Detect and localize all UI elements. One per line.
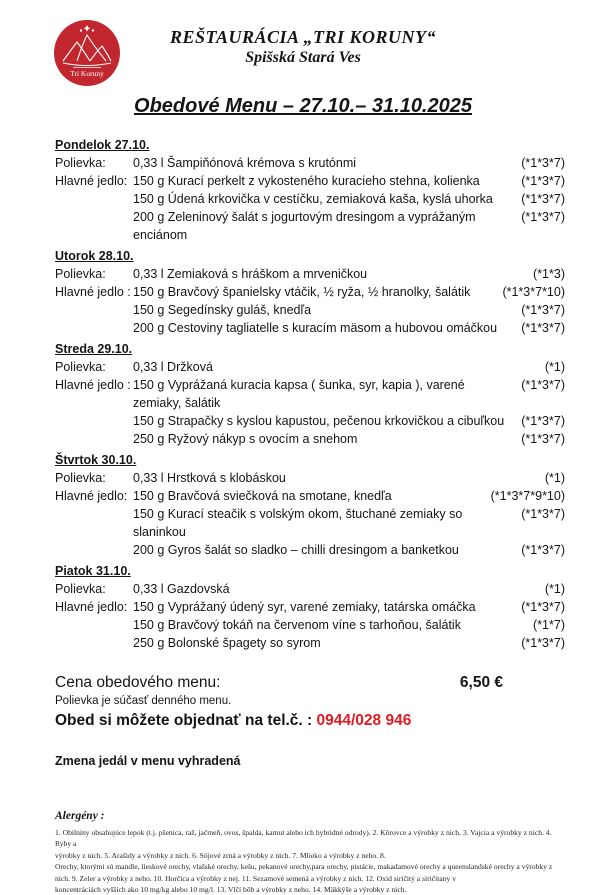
course-label: [55, 430, 133, 448]
soup-note: Polievka je súčasť denného menu.: [55, 695, 232, 707]
pricing-section: [55, 672, 565, 768]
course-label: Polievka:: [55, 267, 106, 281]
allergen-codes: (*1*3*7): [521, 156, 565, 170]
menu-row: [55, 598, 565, 616]
dish-text: 0,33 l Zemiaková s hráškom a mrveničkou: [133, 267, 368, 281]
course-label: [55, 505, 133, 541]
menu-row: [55, 154, 565, 172]
allergen-codes: (*1*3*7): [521, 600, 565, 614]
dish-text: 150 g Kurací perkelt z vykosteného kuracieho stehna, kolienka: [133, 174, 480, 188]
menu-row: [55, 634, 565, 652]
allergen-codes: (*1): [544, 360, 565, 374]
dish-text: 150 g Vyprážaný údený syr, varené zemiaky, tatárska omáčka: [133, 600, 476, 614]
menu-row: [55, 283, 565, 301]
day-heading: Streda 29.10.: [55, 342, 133, 356]
course-label: [55, 301, 133, 319]
allergen-codes: (*1*7): [533, 618, 565, 632]
course-label: [55, 208, 133, 244]
price-line: [55, 672, 565, 693]
day-heading: Štvrtok 30.10.: [55, 453, 137, 467]
dish-text: 0,33 l Šampiňónová krémova s krutónmi: [133, 156, 357, 170]
menu-row: [55, 190, 565, 208]
course-label: [55, 319, 133, 337]
menu-row: [55, 301, 565, 319]
menu-row: [55, 208, 565, 244]
course-label: Polievka:: [55, 471, 106, 485]
course-label: Hlavné jedlo:: [55, 600, 128, 614]
day-section-friday: [55, 562, 565, 652]
dish-text: 150 g Bravčová sviečková na smotane, knedľa: [133, 489, 392, 503]
day-heading: Pondelok 27.10.: [55, 138, 150, 152]
dish-text: 0,33 l Držková: [133, 360, 213, 374]
dish-text: 150 g Bravčový španielsky vtáčik, ½ ryža, ½ hranolky, šalátik: [133, 285, 471, 299]
dish-text: 0,33 l Gazdovská: [133, 582, 230, 596]
restaurant-name: REŠTAURÁCIA „TRI KORUNY“: [169, 27, 437, 47]
menu-row: [55, 265, 565, 283]
menu-row: [55, 412, 565, 430]
course-label: [55, 634, 133, 652]
dish-text: 250 g Ryžový nákyp s ovocím a snehom: [133, 432, 358, 446]
allergen-codes: (*1*3*7): [521, 636, 565, 650]
course-label: Hlavné jedlo:: [55, 489, 128, 503]
day-section-tuesday: [55, 247, 565, 337]
allergen-codes: (*1): [544, 582, 565, 596]
price-value: 6,50 €: [459, 674, 503, 691]
allergen-text-line: 1. Obilniny obsahujúce lepok (t.j. pšenica, raž, jačmeň, ovos, špalda, kamut alebo ich hybridné odrody). 2. Kôrovce a výrobky z nich. 3. Vajcia a výrobky z nich. 4. Ryby a: [55, 828, 552, 849]
allergen-text-line: nich. 9. Zeler a výrobky z neho. 10. Horčica a výrobky z nej. 11. Sezamové semená a výrobky z nich. 12. Oxid siričitý a siričitany v: [55, 873, 457, 883]
allergen-codes: (*1*3): [533, 267, 565, 281]
allergens-title: Alergény :: [55, 810, 105, 822]
allergens-section: [55, 810, 565, 895]
course-label: [55, 190, 133, 208]
price-label: Cena obedového menu:: [55, 674, 221, 691]
course-label: [55, 541, 133, 559]
course-label: Hlavné jedlo :: [55, 285, 131, 299]
course-label: [55, 616, 133, 634]
tri-koruny-mountains-icon: [54, 20, 120, 86]
menu-row: [55, 487, 565, 505]
menu-row: [55, 541, 565, 559]
day-heading: Utorok 28.10.: [55, 249, 134, 263]
menu-change-disclaimer: Zmena jedál v menu vyhradená: [55, 754, 241, 768]
allergen-text-line: Orechy, ktorými sú mandle, lieskové orechy, vlašské orechy, kešu, pekanové orechy,para orechy, pistácie, makadamové orechy a queenslandské orechy a výrobky z: [55, 862, 553, 872]
menu-row: [55, 616, 565, 634]
order-text: Obed si môžete objednať na tel.č. :: [55, 712, 317, 729]
dish-text: 150 g Kurací steačik s volským okom, štuchané zemiaky so slaninkou: [133, 507, 463, 539]
dish-text: 150 g Segedínsky guláš, knedľa: [133, 303, 312, 317]
allergen-codes: (*1*3*7*10): [502, 285, 565, 299]
allergen-codes: (*1*3*7): [521, 192, 565, 206]
allergen-codes: (*1*3*7): [521, 432, 565, 446]
day-section-wednesday: [55, 340, 565, 448]
dish-text: 250 g Bolonské špagety so syrom: [133, 636, 321, 650]
day-heading: Piatok 31.10.: [55, 564, 131, 578]
allergen-codes: (*1): [544, 471, 565, 485]
day-section-thursday: [55, 451, 565, 559]
course-label: [55, 412, 133, 430]
course-label: Hlavné jedlo :: [55, 378, 131, 392]
weekly-menu: [55, 136, 565, 652]
menu-row: [55, 469, 565, 487]
dish-text: 200 g Zeleninový šalát s jogurtovým dresingom a vyprážaným enciánom: [133, 210, 476, 242]
dish-text: 150 g Bravčový tokáň na červenom víne s tarhoňou, šalátik: [133, 618, 461, 632]
svg-text:Tri Koruny: Tri Koruny: [70, 69, 104, 78]
allergen-codes: (*1*3*7*9*10): [490, 489, 565, 503]
allergen-codes: (*1*3*7): [521, 210, 565, 224]
menu-row: [55, 358, 565, 376]
menu-row: [55, 430, 565, 448]
day-section-monday: [55, 136, 565, 244]
allergen-codes: (*1*3*7): [521, 174, 565, 188]
allergen-text-line: koncentráciách vyšších ako 10 mg/kg alebo 10 mg/l. 13. Vlčí bôb a výrobky z neho. 14. Mäkkýše a výrobky z nich.: [55, 885, 407, 895]
restaurant-city: Spišská Stará Ves: [245, 49, 361, 66]
menu-row: [55, 319, 565, 337]
allergen-codes: (*1*3*7): [521, 321, 565, 335]
dish-text: 200 g Gyros šalát so sladko – chilli dresingom a banketkou: [133, 543, 459, 557]
course-label: Polievka:: [55, 156, 106, 170]
order-line: [55, 710, 565, 731]
menu-row: [55, 172, 565, 190]
allergen-codes: (*1*3*7): [521, 543, 565, 557]
menu-row: [55, 505, 565, 541]
allergen-codes: (*1*3*7): [521, 378, 565, 392]
course-label: Hlavné jedlo:: [55, 174, 128, 188]
dish-text: 150 g Strapačky s kyslou kapustou, pečenou krkovičkou a cibuľkou: [133, 414, 505, 428]
menu-row: [55, 376, 565, 412]
dish-text: 150 g Vyprážaná kuracia kapsa ( šunka, syr, kapia ), varené zemiaky, šalátik: [133, 378, 465, 410]
restaurant-logo: [54, 20, 120, 86]
allergen-codes: (*1*3*7): [521, 507, 565, 521]
course-label: Polievka:: [55, 582, 106, 596]
dish-text: 0,33 l Hrstková s klobáskou: [133, 471, 286, 485]
dish-text: 200 g Cestoviny tagliatelle s kuracím mäsom a hubovou omáčkou: [133, 321, 498, 335]
allergen-text-line: výrobky z nich. 5. Arašidy a výrobky z nich. 6. Sójové zrná a výrobky z nich. 7. Mlieko a výrobky z neho. 8.: [55, 850, 386, 860]
menu-row: [55, 580, 565, 598]
course-label: Polievka:: [55, 360, 106, 374]
menu-title: Obedové Menu – 27.10.– 31.10.2025: [134, 95, 472, 117]
allergen-codes: (*1*3*7): [521, 414, 565, 428]
dish-text: 150 g Údená krkovička v cestíčku, zemiaková kaša, kyslá uhorka: [133, 192, 493, 206]
allergen-codes: (*1*3*7): [521, 303, 565, 317]
phone-number: 0944/028 946: [316, 712, 412, 729]
